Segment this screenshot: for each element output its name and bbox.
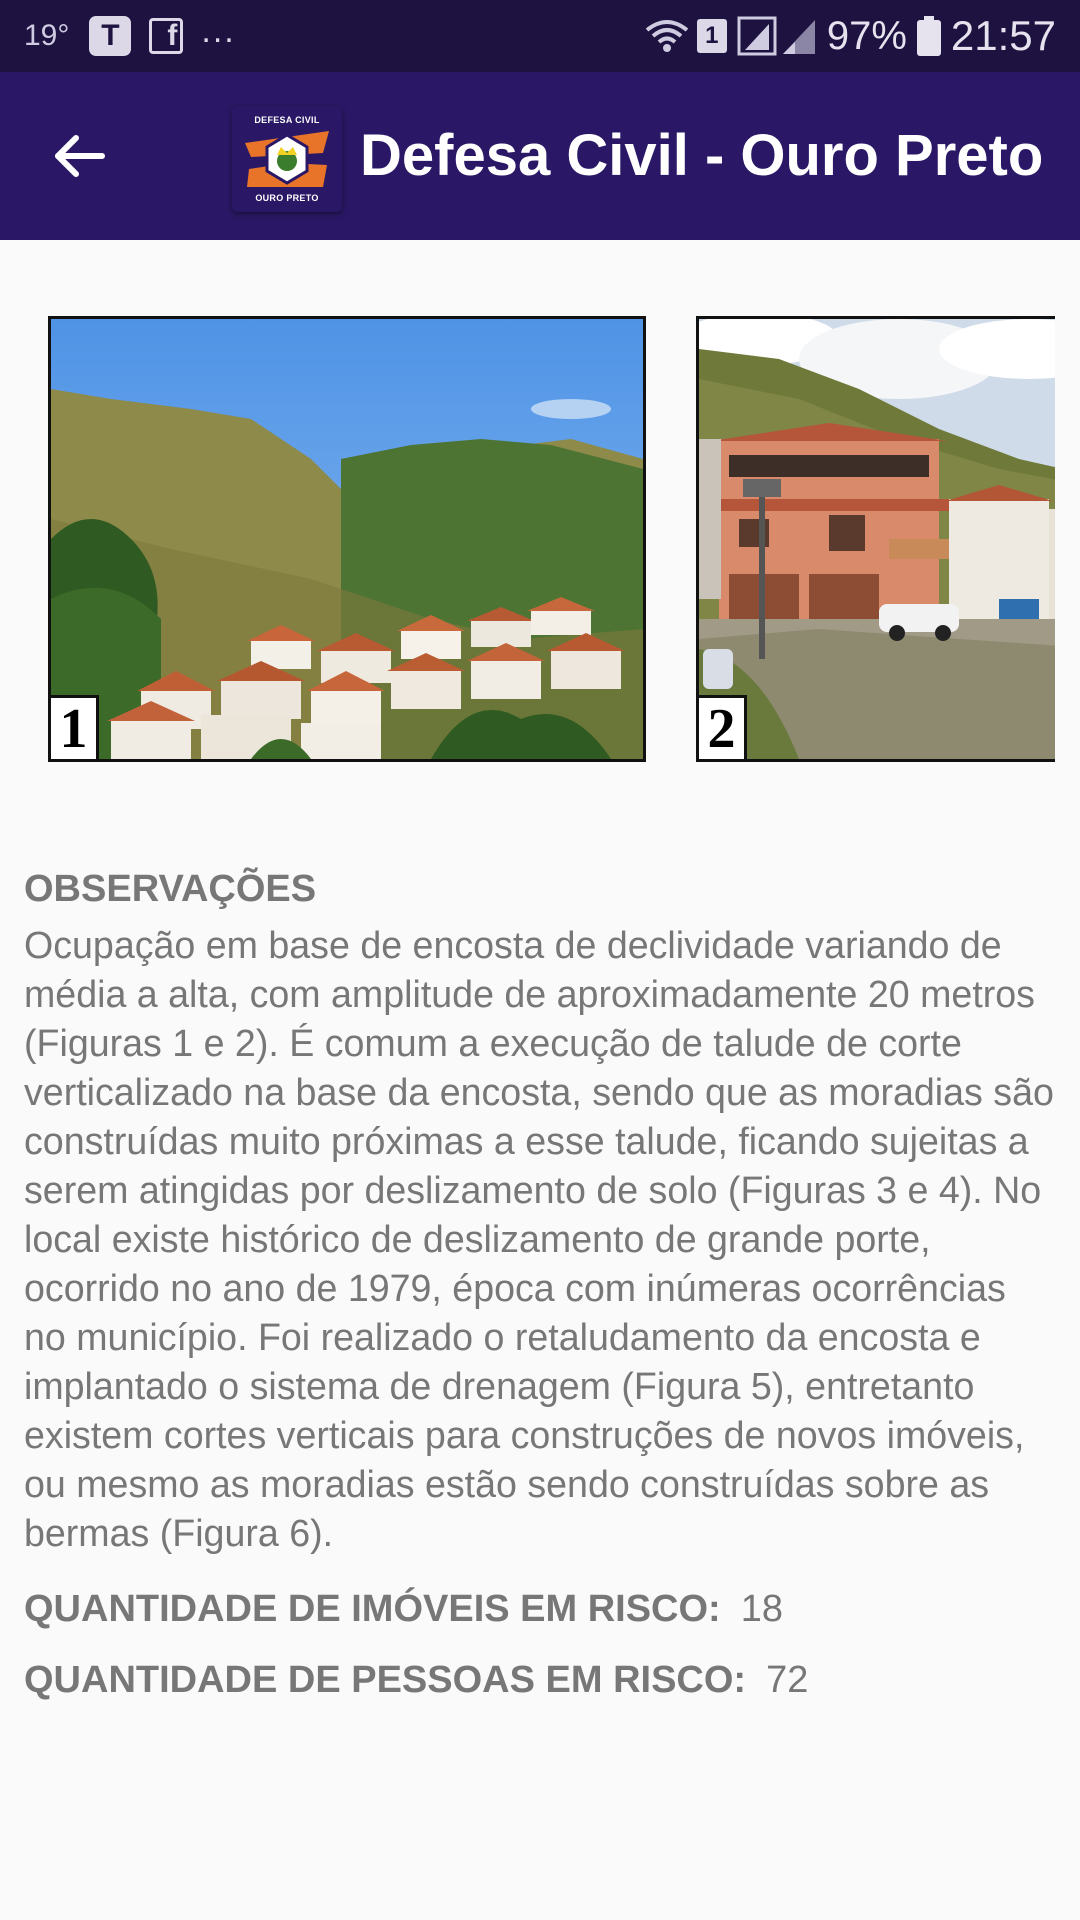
photo-number: 1: [51, 695, 99, 759]
photo-gallery[interactable]: [48, 316, 1055, 766]
battery-percentage: 97%: [826, 13, 907, 58]
people-at-risk-label: QUANTIDADE DE PESSOAS EM RISCO:: [24, 1659, 747, 1701]
status-left: [24, 11, 236, 56]
page-title: Defesa Civil - Ouro Preto: [360, 123, 1044, 188]
properties-at-risk-label: QUANTIDADE DE IMÓVEIS EM RISCO:: [24, 1588, 721, 1630]
hillside-town-photo: [51, 319, 643, 759]
battery-icon: [917, 16, 941, 56]
status-right: [635, 12, 1056, 60]
properties-at-risk-value: 18: [740, 1588, 783, 1630]
clock: 21:57: [950, 12, 1056, 59]
arrow-left-icon: [54, 134, 106, 178]
back-button[interactable]: [48, 124, 112, 188]
gallery-photo[interactable]: [696, 316, 1055, 762]
temperature-indicator: 19°: [24, 19, 70, 52]
logo-bottom-text: OURO PRETO: [255, 193, 319, 203]
observations-heading: OBSERVAÇÕES: [24, 868, 317, 910]
houses-on-slope-photo: [699, 319, 1055, 759]
details-section: [24, 868, 1054, 1702]
sim-indicator: 1: [697, 19, 727, 53]
status-bar: [0, 0, 1080, 72]
civil-defense-emblem-icon: [239, 125, 335, 193]
notification-app-icon: T: [89, 16, 131, 56]
people-at-risk: [24, 1659, 1054, 1702]
people-at-risk-value: 72: [766, 1659, 809, 1701]
photo-number: 2: [699, 695, 747, 759]
more-notifications-indicator: ...: [201, 11, 236, 50]
facebook-notification-icon: f: [149, 18, 183, 54]
properties-at-risk: [24, 1588, 1054, 1631]
wifi-icon: [645, 18, 689, 54]
app-logo: [232, 106, 342, 212]
app-bar: [0, 72, 1080, 240]
logo-top-text: DEFESA CIVIL: [254, 115, 320, 125]
gallery-photo[interactable]: [48, 316, 646, 762]
observations-text: Ocupação em base de encosta de declividade variando de média a alta, com amplitude de aproximadamente 20 metros (Figuras 1 e 2). É comum a execução de talude de corte verticalizado na base da encosta, sendo que as moradias são construídas muito próximas a esse talude, ficando sujeitas a serem atingidas por deslizamento de solo (Figuras 3 e 4). No local existe histórico de deslizamento de grande porte, ocorrido no ano de 1979, época com inúmeras ocorrências no município. Foi realizado o retaludamento da encosta e implantado o sistema de drenagem (Figura 5), entretanto existem cortes verticais para construções de novos imóveis, ou mesmo as moradias estão sendo construídas sobre as bermas (Figura 6).: [24, 924, 1054, 1554]
signal-icon: [737, 16, 817, 56]
